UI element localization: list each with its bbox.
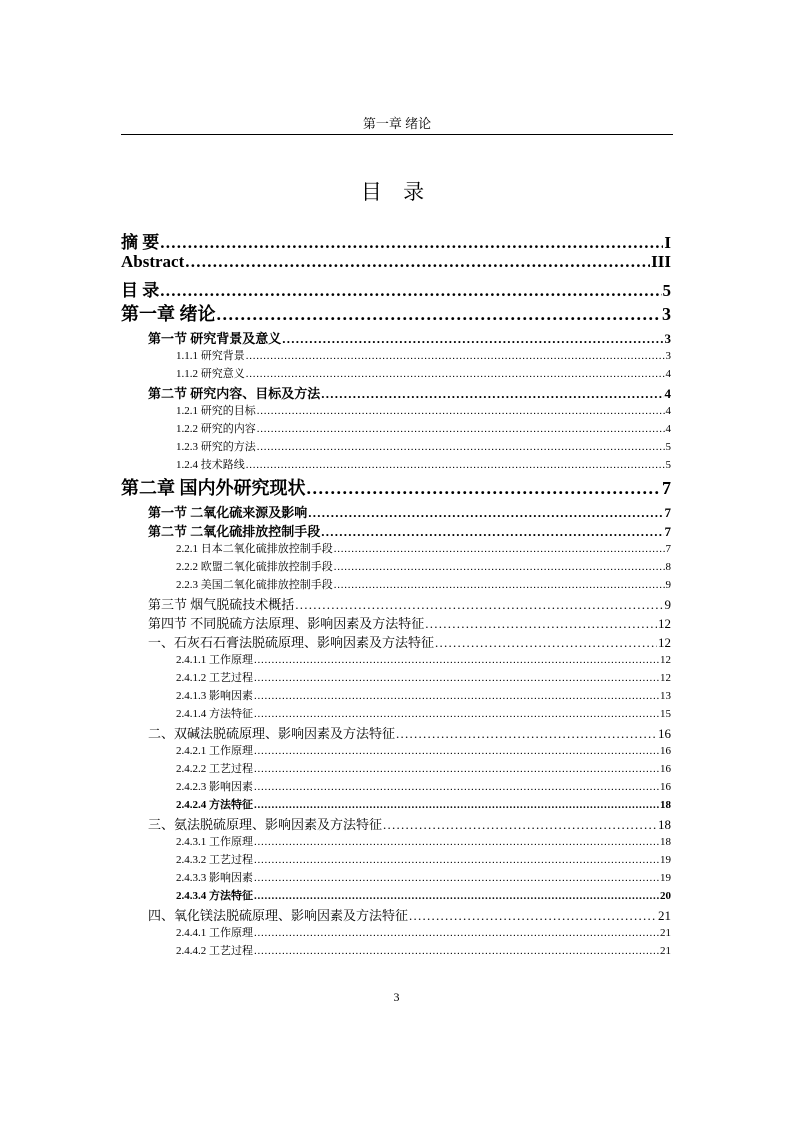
dot-leader bbox=[321, 386, 663, 402]
toc-entry[interactable] bbox=[121, 540, 671, 558]
toc-entry-page: 20 bbox=[660, 890, 671, 902]
toc-entry[interactable] bbox=[121, 300, 671, 328]
toc-entry-label: 1.2.2 研究的内容 bbox=[176, 423, 256, 435]
toc-entry-label: 第二节 二氧化硫排放控制手段 bbox=[148, 524, 321, 539]
toc-entry-page: 4 bbox=[665, 405, 671, 417]
dot-leader bbox=[254, 872, 659, 884]
dot-leader bbox=[282, 331, 663, 347]
toc-entry[interactable] bbox=[121, 796, 671, 814]
dot-leader bbox=[160, 281, 661, 300]
toc-entry[interactable] bbox=[121, 276, 671, 300]
toc-entry[interactable] bbox=[121, 456, 671, 474]
dot-leader bbox=[254, 836, 659, 848]
dot-leader bbox=[334, 579, 665, 591]
dot-leader bbox=[257, 405, 665, 417]
toc-entry[interactable] bbox=[121, 851, 671, 869]
dot-leader bbox=[254, 927, 659, 939]
toc-entry-page: 16 bbox=[660, 781, 671, 793]
toc-entry[interactable] bbox=[121, 576, 671, 594]
dot-leader bbox=[334, 543, 665, 555]
toc-entry-label: 第二节 研究内容、目标及方法 bbox=[148, 386, 321, 401]
toc-entry-label: 1.1.2 研究意义 bbox=[176, 368, 245, 380]
toc-entry[interactable] bbox=[121, 778, 671, 796]
toc-entry-page: 16 bbox=[660, 745, 671, 757]
toc-entry-label: 2.4.2.3 影响因素 bbox=[176, 781, 253, 793]
toc-entry[interactable] bbox=[121, 474, 671, 502]
dot-leader bbox=[246, 368, 665, 380]
toc-entry-label: 2.4.4.2 工艺过程 bbox=[176, 945, 253, 957]
toc-entry-label: 1.1.1 研究背景 bbox=[176, 350, 245, 362]
dot-leader bbox=[185, 252, 650, 272]
toc-entry[interactable] bbox=[121, 402, 671, 420]
toc-entry[interactable] bbox=[121, 252, 671, 276]
toc-entry-page: 3 bbox=[665, 350, 671, 362]
toc-entry[interactable] bbox=[121, 905, 671, 924]
header-rule bbox=[121, 134, 673, 135]
toc-entry-label: 2.4.4.1 工作原理 bbox=[176, 927, 253, 939]
toc-entry[interactable] bbox=[121, 438, 671, 456]
toc-entry-label: 目 录 bbox=[121, 281, 160, 300]
toc-entry-page: 4 bbox=[665, 423, 671, 435]
dot-leader bbox=[254, 654, 659, 666]
dot-leader bbox=[307, 478, 662, 499]
dot-leader bbox=[246, 350, 665, 362]
toc-entry-label: Abstract bbox=[121, 252, 185, 271]
toc-entry[interactable] bbox=[121, 814, 671, 833]
toc-entry-page: 5 bbox=[662, 281, 671, 300]
toc-entry-page: 19 bbox=[660, 872, 671, 884]
toc-entry[interactable] bbox=[121, 521, 671, 540]
dot-leader bbox=[160, 233, 663, 252]
toc-entry-label: 2.4.1.3 影响因素 bbox=[176, 690, 253, 702]
toc-entry-page: 8 bbox=[665, 561, 671, 573]
toc-entry[interactable] bbox=[121, 228, 671, 252]
toc-entry-label: 1.2.4 技术路线 bbox=[176, 459, 245, 471]
toc-entry-label: 2.4.3.1 工作原理 bbox=[176, 836, 253, 848]
toc-entry-page: 19 bbox=[660, 854, 671, 866]
toc-entry-page: 7 bbox=[662, 478, 671, 498]
toc-entry-page: 18 bbox=[660, 799, 671, 811]
dot-leader bbox=[254, 890, 659, 902]
dot-leader bbox=[246, 459, 665, 471]
toc-entry-page: 7 bbox=[664, 524, 671, 539]
toc-entry-label: 2.4.3.3 影响因素 bbox=[176, 872, 253, 884]
toc-entry-page: 7 bbox=[664, 505, 671, 520]
toc-entry-label: 一、石灰石石膏法脱硫原理、影响因素及方法特征 bbox=[148, 635, 435, 650]
toc-entry-page: 7 bbox=[665, 543, 671, 555]
dot-leader bbox=[254, 799, 659, 811]
toc-entry-page: 16 bbox=[658, 726, 671, 741]
toc-entry-label: 四、氧化镁法脱硫原理、影响因素及方法特征 bbox=[148, 908, 409, 923]
dot-leader bbox=[254, 690, 659, 702]
toc-entry-label: 2.4.1.2 工艺过程 bbox=[176, 672, 253, 684]
toc-entry-label: 三、氨法脱硫原理、影响因素及方法特征 bbox=[148, 817, 383, 832]
toc-entry-page: 9 bbox=[665, 579, 671, 591]
toc-entry-label: 2.2.2 欧盟二氧化硫排放控制手段 bbox=[176, 561, 333, 573]
toc-title: 目 录 bbox=[360, 180, 433, 204]
toc-entry[interactable] bbox=[121, 687, 671, 705]
dot-leader bbox=[308, 505, 663, 521]
toc-entry-label: 1.2.3 研究的方法 bbox=[176, 441, 256, 453]
dot-leader bbox=[254, 781, 659, 793]
toc-entry[interactable] bbox=[121, 669, 671, 687]
toc-entry-page: 21 bbox=[660, 927, 671, 939]
toc-entry-label: 第一章 绪论 bbox=[121, 304, 216, 324]
toc-entry-page: 12 bbox=[660, 672, 671, 684]
toc-entry-label: 2.4.2.1 工作原理 bbox=[176, 745, 253, 757]
dot-leader bbox=[254, 854, 659, 866]
toc-entry-page: 12 bbox=[658, 635, 671, 650]
toc-entry[interactable] bbox=[121, 924, 671, 942]
toc-entry[interactable] bbox=[121, 365, 671, 383]
toc-entry[interactable] bbox=[121, 869, 671, 887]
toc-entry-label: 1.2.1 研究的目标 bbox=[176, 405, 256, 417]
toc-entry-page: 15 bbox=[660, 708, 671, 720]
toc-entry[interactable] bbox=[121, 742, 671, 760]
dot-leader bbox=[257, 441, 665, 453]
dot-leader bbox=[295, 597, 663, 613]
toc-entry-page: 5 bbox=[665, 441, 671, 453]
toc-entry[interactable] bbox=[121, 558, 671, 576]
toc-entry-page: 12 bbox=[660, 654, 671, 666]
toc-entry[interactable] bbox=[121, 594, 671, 613]
dot-leader bbox=[257, 423, 665, 435]
toc-entry-page: III bbox=[651, 252, 671, 271]
dot-leader bbox=[383, 817, 657, 833]
toc-entry[interactable] bbox=[121, 613, 671, 632]
dot-leader bbox=[217, 304, 662, 325]
toc-entry[interactable] bbox=[121, 760, 671, 778]
toc-entry-page: 9 bbox=[664, 597, 671, 612]
toc-entry-label: 2.4.3.4 方法特征 bbox=[176, 890, 253, 902]
toc-entry-label: 第一节 二氧化硫来源及影响 bbox=[148, 505, 308, 520]
toc-entry[interactable] bbox=[121, 328, 671, 347]
table-of-contents bbox=[121, 228, 671, 960]
dot-leader bbox=[254, 672, 659, 684]
toc-entry[interactable] bbox=[121, 651, 671, 669]
toc-entry[interactable] bbox=[121, 705, 671, 723]
toc-entry-label: 第四节 不同脱硫方法原理、影响因素及方法特征 bbox=[148, 616, 425, 631]
toc-entry[interactable] bbox=[121, 887, 671, 905]
toc-entry-label: 2.4.2.2 工艺过程 bbox=[176, 763, 253, 775]
dot-leader bbox=[409, 908, 657, 924]
toc-entry-label: 2.4.1.4 方法特征 bbox=[176, 708, 253, 720]
toc-entry-page: 3 bbox=[662, 304, 671, 324]
toc-entry-page: 18 bbox=[658, 817, 671, 832]
dot-leader bbox=[396, 726, 657, 742]
toc-entry-label: 2.4.3.2 工艺过程 bbox=[176, 854, 253, 866]
toc-entry-page: 21 bbox=[658, 908, 671, 923]
toc-entry[interactable] bbox=[121, 420, 671, 438]
dot-leader bbox=[254, 708, 659, 720]
toc-entry-page: 5 bbox=[665, 459, 671, 471]
toc-entry-label: 摘 要 bbox=[121, 233, 160, 252]
toc-entry-label: 第一节 研究背景及意义 bbox=[148, 331, 282, 346]
toc-entry-page: 21 bbox=[660, 945, 671, 957]
dot-leader bbox=[334, 561, 665, 573]
toc-entry-page: 4 bbox=[665, 368, 671, 380]
dot-leader bbox=[425, 616, 657, 632]
dot-leader bbox=[321, 524, 663, 540]
toc-entry-page: 16 bbox=[660, 763, 671, 775]
toc-entry-label: 2.4.1.1 工作原理 bbox=[176, 654, 253, 666]
toc-entry-page: 4 bbox=[664, 386, 671, 401]
toc-entry-label: 第二章 国内外研究现状 bbox=[121, 478, 306, 498]
page-number: 3 bbox=[393, 990, 400, 1004]
toc-entry[interactable] bbox=[121, 383, 671, 402]
toc-entry-page: 18 bbox=[660, 836, 671, 848]
toc-entry-label: 第三节 烟气脱硫技术概括 bbox=[148, 597, 295, 612]
toc-entry[interactable] bbox=[121, 632, 671, 651]
toc-entry[interactable] bbox=[121, 502, 671, 521]
toc-entry-page: I bbox=[664, 233, 671, 252]
toc-entry-label: 2.4.2.4 方法特征 bbox=[176, 799, 253, 811]
running-header: 第一章 绪论 bbox=[362, 116, 432, 131]
dot-leader bbox=[254, 763, 659, 775]
toc-entry[interactable] bbox=[121, 723, 671, 742]
toc-entry-label: 2.2.1 日本二氧化硫排放控制手段 bbox=[176, 543, 333, 555]
toc-entry[interactable] bbox=[121, 942, 671, 960]
dot-leader bbox=[254, 945, 659, 957]
toc-entry-page: 12 bbox=[658, 616, 671, 631]
toc-entry-page: 13 bbox=[660, 690, 671, 702]
toc-entry-label: 2.2.3 美国二氧化硫排放控制手段 bbox=[176, 579, 333, 591]
toc-entry[interactable] bbox=[121, 833, 671, 851]
toc-entry-label: 二、双碱法脱硫原理、影响因素及方法特征 bbox=[148, 726, 396, 741]
toc-entry-page: 3 bbox=[664, 331, 671, 346]
dot-leader bbox=[254, 745, 659, 757]
dot-leader bbox=[435, 635, 657, 651]
toc-entry[interactable] bbox=[121, 347, 671, 365]
